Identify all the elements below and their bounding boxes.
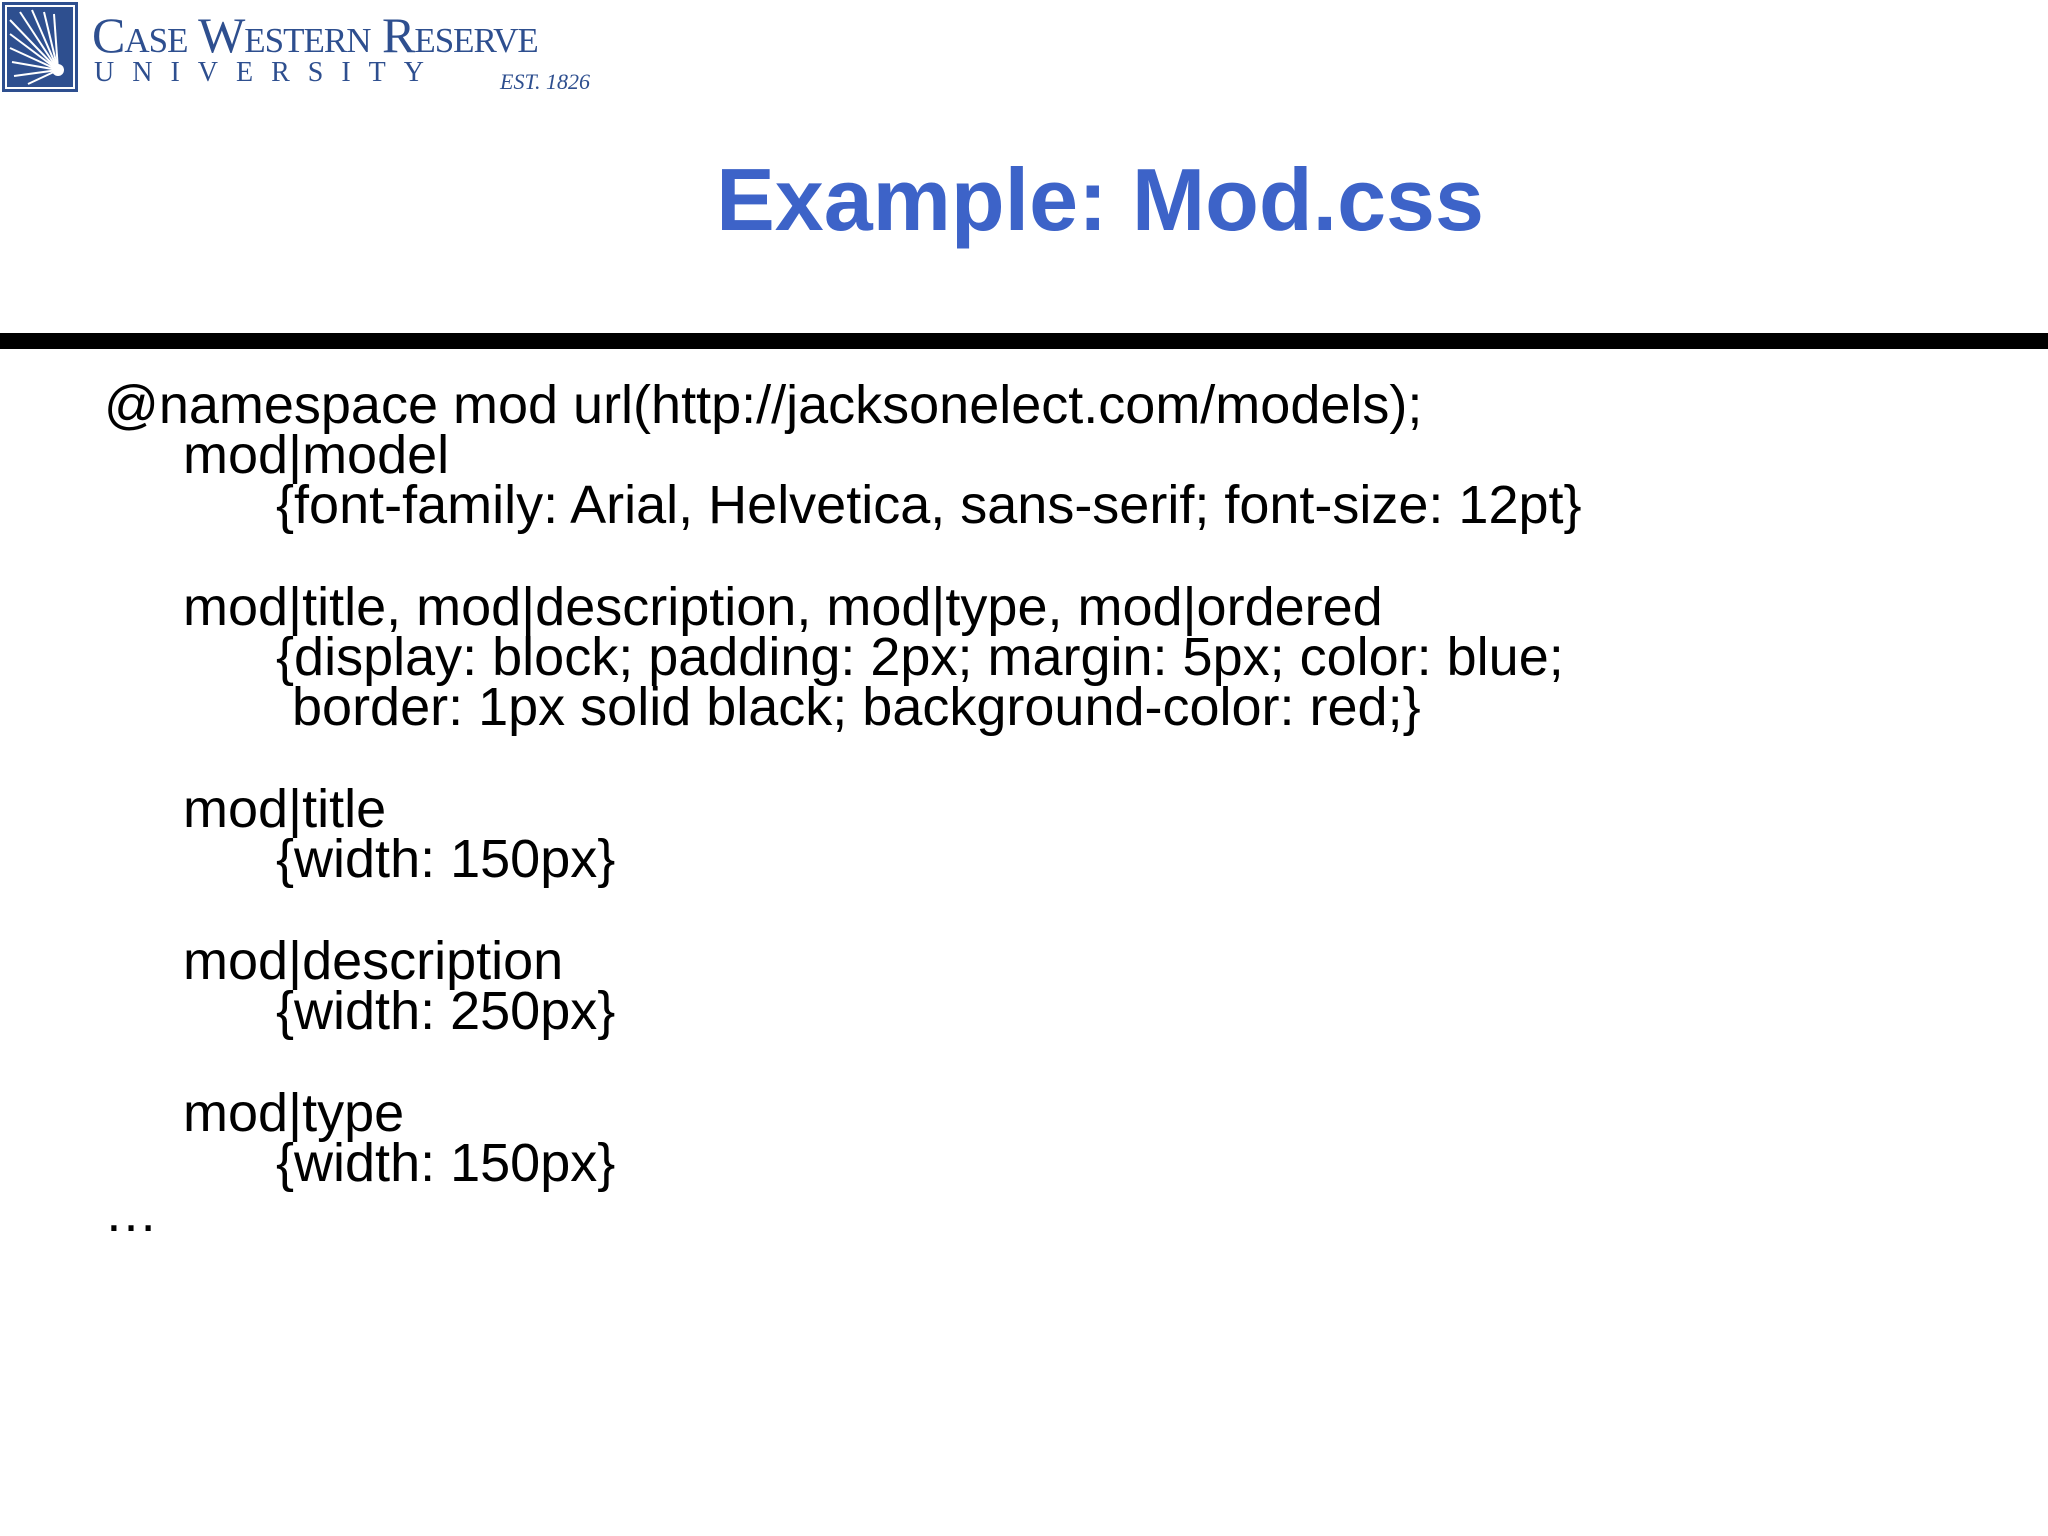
code-line: mod|title: [183, 779, 387, 839]
code-line: mod|title, mod|description, mod|type, mod|ordered: [183, 577, 1383, 637]
logo-established-year: EST. 1826: [500, 69, 591, 94]
code-line: {width: 250px}: [276, 981, 616, 1041]
line-gap: [0, 530, 2048, 582]
code-line: border: 1px solid black; background-color: red;}: [292, 677, 1421, 737]
code-line: {width: 150px}: [276, 1133, 616, 1193]
slide-title: Example: Mod.css: [716, 150, 1484, 249]
line-gap: [0, 1036, 2048, 1088]
university-logo: [0, 0, 600, 100]
logo-university-name: Case Western Reserve: [92, 7, 538, 63]
code-line: {display: block; padding: 2px; margin: 5px; color: blue;: [276, 627, 1564, 687]
code-line: @namespace mod url(http://jacksonelect.com/models);: [104, 375, 1423, 435]
code-block: [0, 375, 2048, 1243]
line-gap: [0, 732, 2048, 784]
code-line: {font-family: Arial, Helvetica, sans-serif; font-size: 12pt}: [276, 475, 1582, 535]
title-divider: [0, 333, 2048, 349]
code-line: {width: 150px}: [276, 829, 616, 889]
code-line: mod|type: [183, 1083, 405, 1143]
logo-university-word: UNIVERSITY: [94, 57, 442, 88]
code-line: mod|description: [183, 931, 564, 991]
line-gap: [0, 884, 2048, 936]
sunburst-logo-icon: [0, 0, 80, 94]
code-line: mod|model: [183, 425, 450, 485]
ellipsis: …: [104, 1183, 158, 1243]
